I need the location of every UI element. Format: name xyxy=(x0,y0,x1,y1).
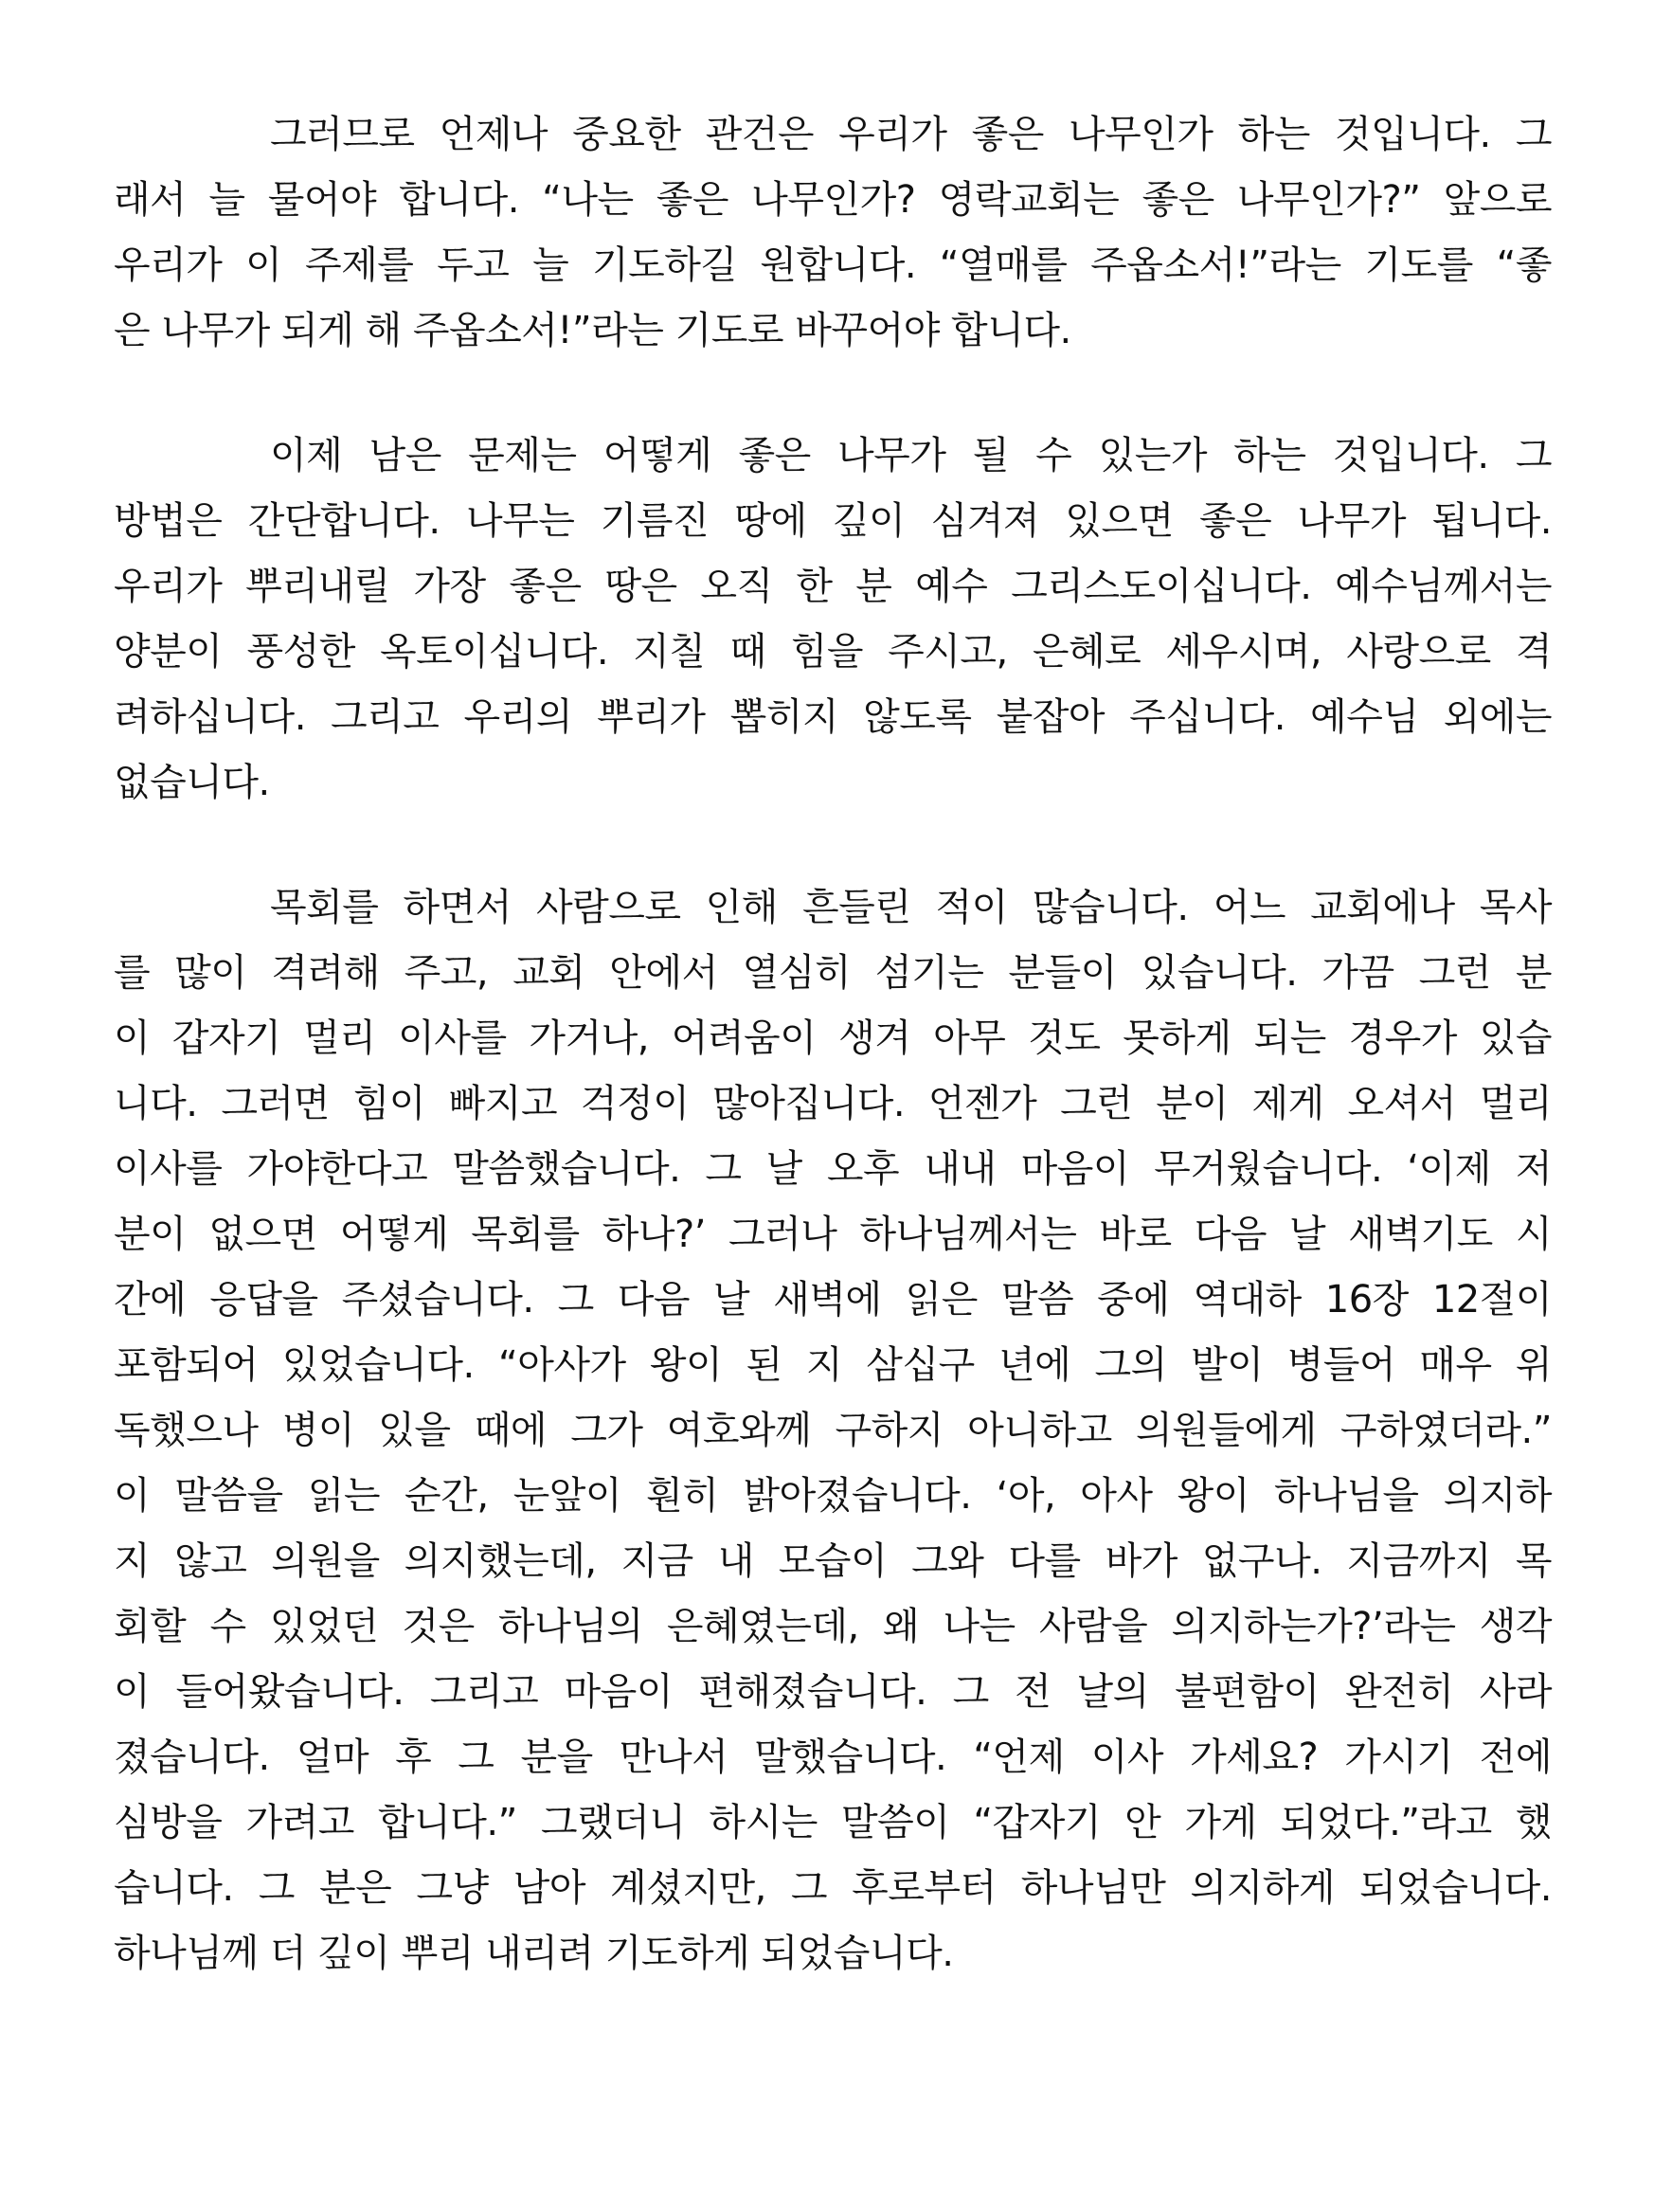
text-line: 를 많이 격려해 주고, 교회 안에서 열심히 섬기는 분들이 있습니다. 가끔 그런 분 xyxy=(114,951,1552,995)
text-line: 우리가 이 주제를 두고 늘 기도하길 원합니다. “열매를 주옵소서!”라는 기도를 “좋 xyxy=(114,243,1552,287)
text-line: 목회를 하면서 사람으로 인해 흔들린 적이 많습니다. 어느 교회에나 목사 xyxy=(270,886,1552,929)
text-line: 은 나무가 되게 해 주옵소서!”라는 기도로 바꾸어야 합니다. xyxy=(114,309,1071,352)
text-line: 포함되어 있었습니다. “아사가 왕이 된 지 삼십구 년에 그의 발이 병들어 매우 위 xyxy=(114,1343,1552,1387)
text-line: 심방을 가려고 합니다.” 그랬더니 하시는 말씀이 “갑자기 안 가게 되었다.”라고 했 xyxy=(114,1801,1552,1844)
text-line: 양분이 풍성한 옥토이십니다. 지칠 때 힘을 주시고, 은혜로 세우시며, 사랑으로 격 xyxy=(114,630,1552,674)
text-line: 니다. 그러면 힘이 빠지고 걱정이 많아집니다. 언젠가 그런 분이 제게 오셔서 멀리 xyxy=(114,1082,1552,1125)
text-line: 이제 남은 문제는 어떻게 좋은 나무가 될 수 있는가 하는 것입니다. 그 xyxy=(270,434,1552,477)
text-line: 우리가 뿌리내릴 가장 좋은 땅은 오직 한 분 예수 그리스도이십니다. 예수님께서는 xyxy=(114,565,1552,608)
text-line: 이사를 가야한다고 말씀했습니다. 그 날 오후 내내 마음이 무거웠습니다. ‘이제 저 xyxy=(114,1147,1552,1191)
paragraph-3 xyxy=(114,875,1552,1987)
text-line: 지 않고 의원을 의지했는데, 지금 내 모습이 그와 다를 바가 없구나. 지금까지 목 xyxy=(114,1539,1552,1583)
text-line: 없습니다. xyxy=(114,761,270,804)
text-line: 독했으나 병이 있을 때에 그가 여호와께 구하지 아니하고 의원들에게 구하였더라.” xyxy=(114,1409,1552,1452)
text-line: 졌습니다. 얼마 후 그 분을 만나서 말했습니다. “언제 이사 가세요? 가시기 전에 xyxy=(114,1735,1552,1779)
text-line: 이 들어왔습니다. 그리고 마음이 편해졌습니다. 그 전 날의 불편함이 완전히 사라 xyxy=(114,1670,1552,1714)
paragraph-1 xyxy=(114,102,1552,364)
text-line: 방법은 간단합니다. 나무는 기름진 땅에 깊이 심겨져 있으면 좋은 나무가 됩니다. xyxy=(114,499,1552,543)
text-line: 래서 늘 물어야 합니다. “나는 좋은 나무인가? 영락교회는 좋은 나무인가?” 앞으로 xyxy=(114,178,1552,222)
text-line: 하나님께 더 깊이 뿌리 내리려 기도하게 되었습니다. xyxy=(114,1932,954,1975)
text-line: 이 갑자기 멀리 이사를 가거나, 어려움이 생겨 아무 것도 못하게 되는 경우가 있습 xyxy=(114,1016,1552,1060)
text-line: 이 말씀을 읽는 순간, 눈앞이 훤히 밝아졌습니다. ‘아, 아사 왕이 하나님을 의지하 xyxy=(114,1474,1552,1518)
text-line: 려하십니다. 그리고 우리의 뿌리가 뽑히지 않도록 붙잡아 주십니다. 예수님 외에는 xyxy=(114,695,1552,739)
text-line: 그러므로 언제나 중요한 관건은 우리가 좋은 나무인가 하는 것입니다. 그 xyxy=(270,113,1552,156)
paragraph-2 xyxy=(114,423,1552,816)
text-line: 회할 수 있었던 것은 하나님의 은혜였는데, 왜 나는 사람을 의지하는가?’라는 생각 xyxy=(114,1605,1552,1648)
text-line: 분이 없으면 어떻게 목회를 하나?’ 그러나 하나님께서는 바로 다음 날 새벽기도 시 xyxy=(114,1213,1552,1256)
text-line: 습니다. 그 분은 그냥 남아 계셨지만, 그 후로부터 하나님만 의지하게 되었습니다. xyxy=(114,1866,1552,1910)
text-line: 간에 응답을 주셨습니다. 그 다음 날 새벽에 읽은 말씀 중에 역대하 16장 12절이 xyxy=(114,1278,1552,1322)
document-body xyxy=(114,102,1552,2046)
